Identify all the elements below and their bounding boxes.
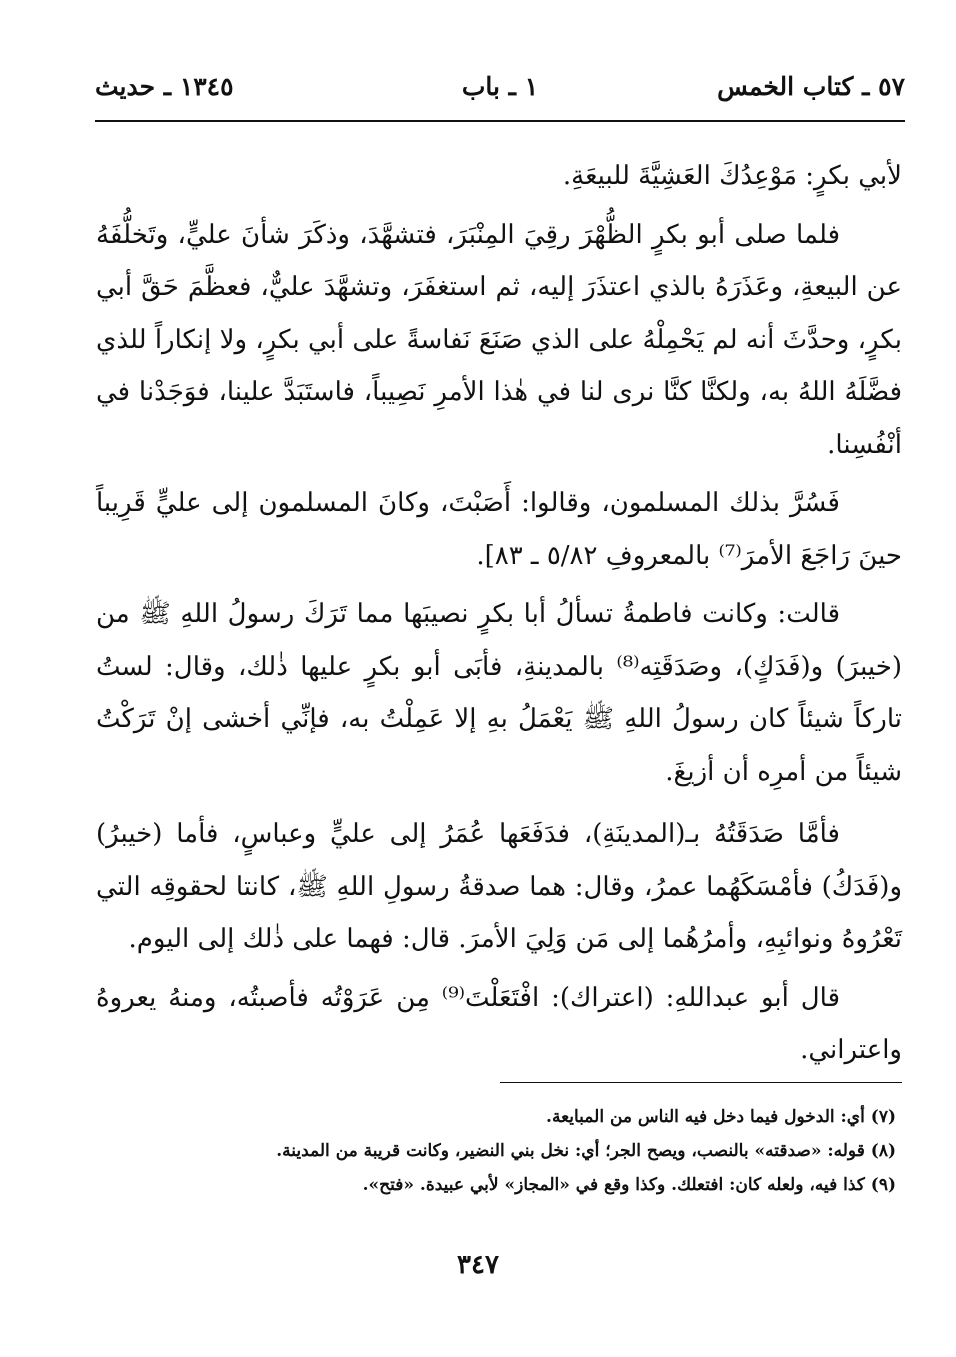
running-header: [95, 66, 905, 106]
footnote: (٩) كذا فيه، ولعله كان: افتعلك. وكذا وقع في «المجاز» لأبي عبيدة. «فتح».: [362, 1175, 896, 1195]
hadith-number: ١٣٤٥ ـ حديث: [95, 72, 234, 101]
footnote: (٨) قوله: «صدقته» بالنصب، ويصح الجر؛ أي: نخل بني النضير، وكانت قريبة من المدينة.: [276, 1141, 896, 1161]
page-number: ٣٤٧: [457, 1250, 499, 1280]
section-title: ١ ـ باب: [461, 72, 539, 101]
footnotes: [96, 1100, 896, 1202]
paragraph: فَسُرَّ بذلك المسلمون، وقالوا: أَصَبْتَ، وكانَ المسلمون إلى عليٍّ قَرِيباً حينَ رَاجَعَ الأمرَ⁽⁷⁾ بالمعروفِ ٥/٨٢ ـ ٨٣].: [96, 488, 902, 571]
footnote: (٧) أي: الدخول فيما دخل فيه الناس من المبايعة.: [546, 1107, 896, 1127]
footnote-divider: [500, 1082, 902, 1083]
paragraph: فأمَّا صَدَقَتُهُ بـ(المدينَةِ)، فدَفَعَها عُمَرُ إلى عليٍّ وعباسٍ، فأما (خيبرُ) و(فَدَكُ) فأمْسَكَهُما عمرُ، وقال: هما صدقةُ رسولِ اللهِ ﷺ، كانتا لحقوقِه التي تَعْرُوهُ ونوائبِهِ، وأمرُهُما إلى مَن وَلِيَ الأمرَ. قال: فهما على ذٰلك إلى اليوم.: [96, 819, 902, 954]
paragraph: فلما صلى أبو بكرٍ الظُّهْرَ رقِيَ المِنْبَرَ، فتشهَّدَ، وذكَرَ شأنَ عليٍّ، وتَخلُّفَهُ عن البيعةِ، وعَذَرَهُ بالذي اعتذَرَ إليه، ثم استغفَرَ، وتشهَّدَ عليٌّ، فعظَّمَ حَقَّ أبي بكرٍ، وحدَّثَ أنه لم يَحْمِلْهُ على الذي صَنَعَ نَفاسةً على أبي بكرٍ، ولا إنكاراً للذي فضَّلَهُ اللهُ به، ولكنَّا كنَّا نرى لنا في هٰذا الأمرِ نَصِيباً، فاستَبَدَّ علينا، فوَجَدْنا في أنْفُسِنا.: [96, 219, 902, 460]
chapter-title: ٥٧ ـ كتاب الخمس: [717, 72, 905, 101]
main-text: [96, 150, 902, 1083]
paragraph: قال أبو عبداللهِ: (اعتراك): افْتَعَلْتَ⁽⁹⁾ مِن عَرَوْتُه فأصبتُه، ومنهُ يعروهُ واعتراني.: [96, 982, 902, 1065]
header-divider: [95, 120, 905, 122]
paragraph: لأبي بكرٍ: مَوْعِدُكَ العَشِيَّةَ للبيعَةِ.: [562, 161, 902, 191]
paragraph: قالت: وكانت فاطمةُ تسألُ أبا بكرٍ نصيبَها مما تَرَكَ رسولُ اللهِ ﷺ من (خيبرَ) و(فَدَكٍ)، وصَدَقَتِه⁽⁸⁾ بالمدينةِ، فأبَى أبو بكرٍ عليها ذٰلك، وقال: لستُ تاركاً شيئاً كان رسولُ اللهِ ﷺ يَعْمَلُ بهِ إلا عَمِلْتُ به، فإنِّي أخشى إنْ تَرَكْتُ شيئاً من أمرِه أن أزيغَ.: [96, 599, 902, 787]
